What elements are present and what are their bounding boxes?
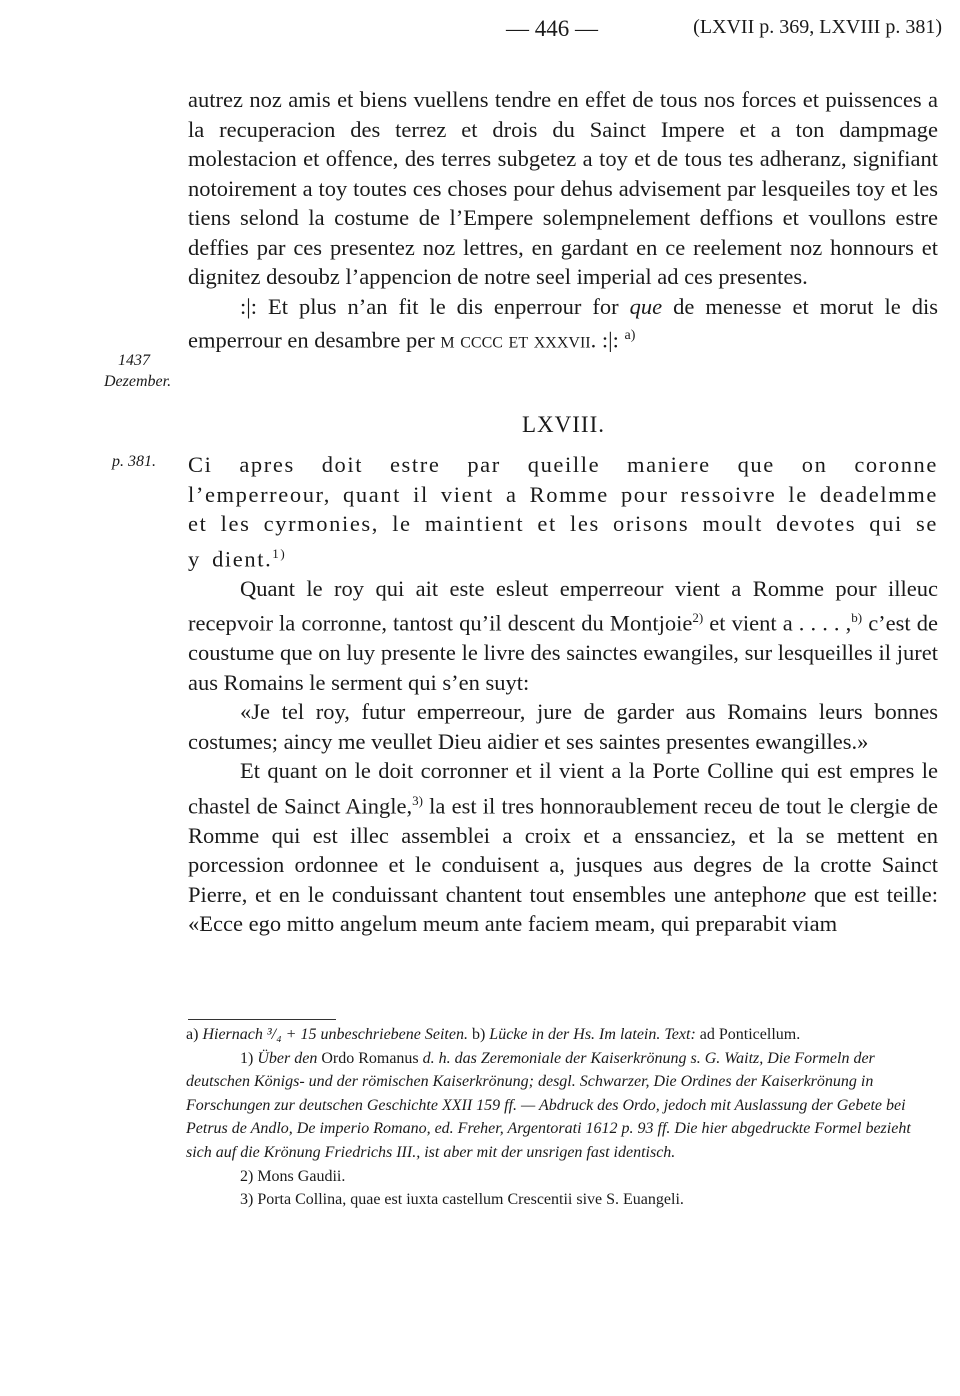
footnote-b-text-roman: ad Ponticellum. [695,1026,801,1043]
footnote-b-text: Lücke in der Hs. Im latein. Text: [489,1026,696,1043]
footnotes [186,1023,938,1212]
footnote-marker-a: a) [624,328,636,343]
margin-page-ref: p. 381. [112,453,156,470]
footnote-3-label: 3) [240,1191,254,1209]
paragraph-4-ne: ne [785,881,807,907]
section-1-text [188,85,938,355]
footnote-a-b [186,1023,938,1047]
footnote-marker-b: b) [851,610,863,625]
section-2-intro [188,450,938,574]
paragraph-2-part-a: :|: Et plus n’an fit le dis enperrour for [240,293,630,319]
intro-text: Ci apres doit estre par queille maniere que on coronne l’emperreour, quant il vient a Romme pour ressoivre le deadelmme et les cyrmonies, le maintient et les orisons moult devotes qui se y dient. [188,452,938,571]
paragraph-3-part-a: Quant le roy qui ait este esleut emperreour vient a Romme pour illeuc recepvoir la corronne, tantost qu’il descent du Montjoie [188,575,938,636]
footnote-3 [186,1188,938,1212]
paragraph-4 [188,756,938,939]
footnote-marker-1: 1) [272,545,287,561]
paragraph-2-date: m cccc et xxxvii [440,327,591,353]
paragraph-2-part-c: . :|: [590,327,625,353]
footnote-2-label: 2) [240,1167,254,1185]
paragraph-3 [188,574,938,698]
footnote-marker-2: 2) [692,610,704,625]
paragraph-2 [188,292,938,356]
footnote-3-text: Porta Collina, quae est iuxta castellum Crescentii sive S. Euangeli. [257,1191,684,1209]
paragraph-2-part-b: de menesse et morut le dis emperrour en desambre per [188,293,938,353]
paragraph-4-part-a: Et quant on le doit corronner et il vient a la Porte Colline qui est empres le chastel de Sainct Aingle, [188,758,938,818]
paragraph-2-que: que [629,293,663,319]
paragraph-oath: «Je tel roy, futur emperreour, jure de garder aus Romains leurs bonnes costumes; aincy me veullet Dieu aidier et ses saintes presentes ewangilles.» [188,699,938,754]
header-reference: (LXVII p. 369, LXVIII p. 381) [693,16,942,38]
paragraph-1: autrez noz amis et biens vuellens tendre en effet de tous nos forces et puissences a la recuperacion des terrez et drois du Sainct Impere et a ton dampmage molestacion et offence, des terres subgetez a toy et de tous tes adheranz, signifiant notoirement a toy toutes ces choses pour dehus advisement par lesqueiles toy et les tiens selond la costume de l’Empere solempnelement deffions et voullons estre deffies par ces presentez noz lettres, en gardant en ce reelement noz honnours et dignitez desoubz l’appencion de notre seel imperial ad ces presentes. [188,87,938,289]
section-heading: LXVIII. [522,412,605,437]
section-2-text [188,450,938,939]
footnote-marker-3: 3) [412,792,423,808]
page-number: — 446 — [506,16,598,41]
margin-month: Dezember. [104,373,172,390]
footnote-b-label: b) [471,1026,486,1043]
footnote-1-label: 1) [240,1049,254,1067]
paragraph-3-part-c: c’est de coustume que on luy presente le livre des sainctes ewangiles, sur lesqueilles il juret aus Romains le serment qui s’en suyt: [188,610,938,695]
footnote-a-text: Hiernach ³/₄ + 15 unbeschriebene Seiten. [202,1026,468,1043]
footnote-1-text-c: d. h. das Zeremoniale der Kaiserkrönung s. G. Waitz, Die Formeln der deutschen Königs- und der römischen Kaiserkrönung; desgl. Schwarzer, Die Ordines der Kaiserkrönung in Forschungen zur deutschen Geschichte XXII 159 ff. — Abdruck des Ordo, jedoch mit Auslassung der Gebete bei Petrus de Andlo, De imperio Romano, ed. Freher, Argentorati 1612 p. 93 ff. Die hier abgedruckte Formel bezieht sich auf die Krönung Friedrichs III., ist aber mit der unsrigen fast identisch. [186,1049,911,1161]
paragraph-4-part-b: la est il tres honnoraublement receu de tout le clergie de Romme qui est illec assemblei a croix et a enssanciez, et la se mettent en porcession ordonnee et le conduisent a, jusques aus degres de la crotte Sainct Pierre, et en le conduissant chantent tout ensembles une antepho [188,793,938,907]
footnote-1-text-b: Ordo Romanus [317,1049,423,1067]
footnote-1-text-a: Über den [257,1049,318,1067]
footnote-1 [186,1047,938,1165]
paragraph-4-part-c: que est teille: «Ecce ego mitto angelum meum ante faciem meam, qui preparabit viam [188,881,938,936]
margin-year: 1437 [118,352,150,369]
page-header [0,16,960,50]
footnote-rule [188,1019,336,1020]
paragraph-3-part-b: et vient a . . . . , [703,610,852,636]
footnote-2-text: Mons Gaudii. [257,1167,346,1185]
footnote-2 [186,1165,938,1189]
footnote-a-label: a) [186,1026,199,1043]
